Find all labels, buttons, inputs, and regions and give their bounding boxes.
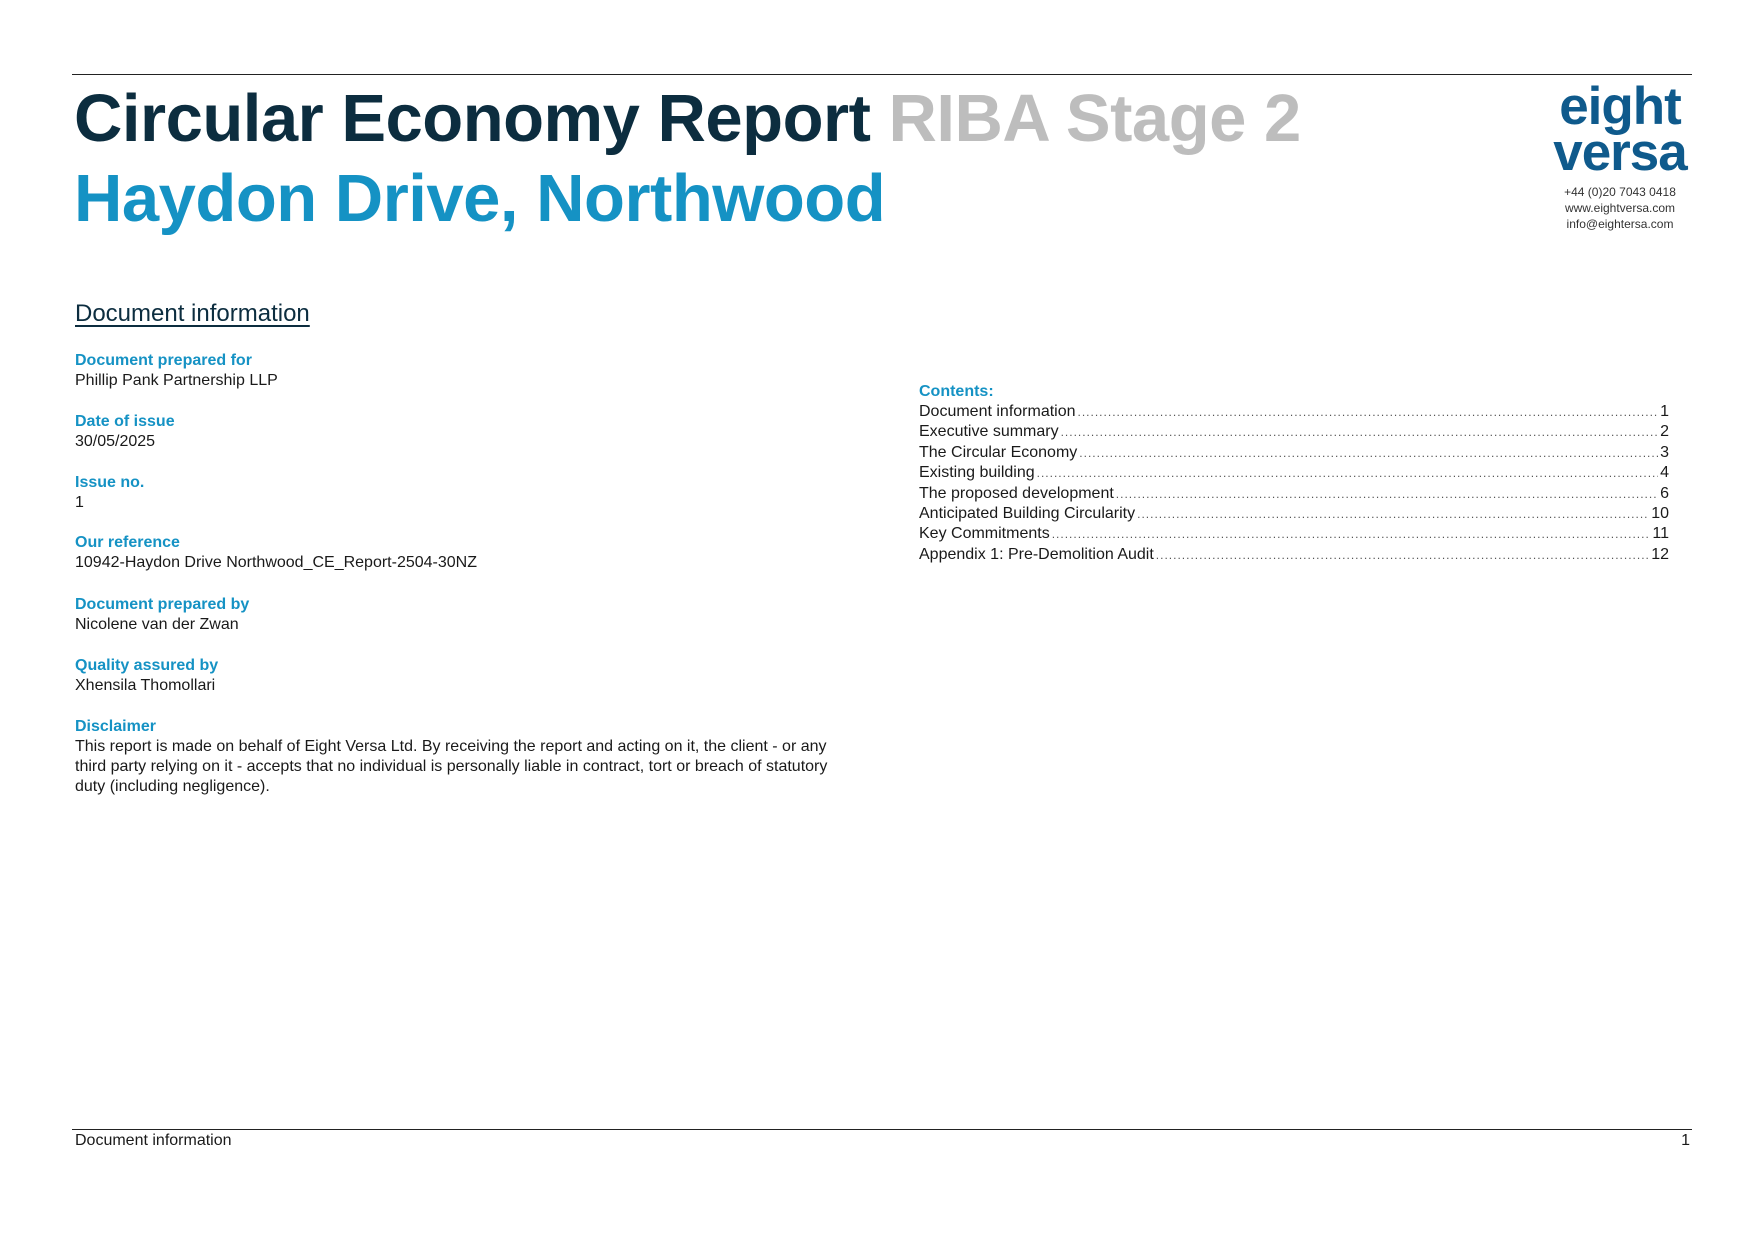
toc-item-page: 11 [1652,525,1669,543]
logo-contact [1540,184,1700,232]
info-date-of-issue [75,412,855,452]
toc-item-page: 2 [1660,423,1669,441]
toc-item[interactable] [919,524,1669,544]
info-value: 10942-Haydon Drive Northwood_CE_Report-2504-30NZ [75,554,477,571]
logo-word-top: eight [1559,77,1681,136]
toc-leader-dots [1137,504,1649,524]
toc-item-page: 1 [1660,403,1669,420]
info-disclaimer [75,717,855,797]
toc-item[interactable] [919,484,1669,504]
footer-page-number: 1 [1681,1132,1690,1149]
info-value: Phillip Pank Partnership LLP [75,372,278,389]
header-rule [72,74,1692,75]
info-label: Quality assured by [75,657,219,674]
toc-item-label: Appendix 1: Pre-Demolition Audit [919,545,1154,563]
toc-leader-dots [1116,484,1658,504]
report-subtitle: Haydon Drive, Northwood [74,161,886,236]
footer-section-name: Document information [75,1132,232,1149]
toc-item-page: 10 [1651,505,1669,523]
toc-item-label: Existing building [919,464,1035,482]
info-label: Disclaimer [75,718,156,735]
toc-item[interactable] [919,504,1669,524]
info-label: Issue no. [75,474,145,491]
toc-leader-dots [1061,422,1659,442]
toc-item-label: Key Commitments [919,525,1050,543]
info-quality-assured-by [75,656,855,696]
logo-word-bottom: versa [1553,123,1687,182]
contact-phone: +44 (0)20 7043 0418 [1564,185,1676,199]
info-label: Document prepared for [75,352,252,369]
toc-item-label: The proposed development [919,484,1114,502]
info-our-reference [75,533,855,573]
info-label: Our reference [75,534,180,551]
toc-item-page: 6 [1660,484,1669,502]
toc-item-label: The Circular Economy [919,443,1078,461]
toc-item[interactable] [919,545,1669,565]
section-heading: Document information [75,300,310,327]
report-title-stage: RIBA Stage 2 [888,81,1301,156]
toc-leader-dots [1079,443,1658,463]
footer-rule [72,1129,1692,1130]
toc-item[interactable] [919,422,1669,442]
info-prepared-for [75,351,855,391]
info-issue-no [75,473,855,513]
contents-title: Contents: [919,383,994,400]
toc-item-page: 12 [1651,545,1669,563]
toc-item[interactable] [919,463,1669,483]
toc-leader-dots [1078,402,1659,422]
contact-email: info@eightersa.com [1566,217,1674,231]
toc-item-label: Document information [919,403,1076,420]
toc-item[interactable] [919,443,1669,463]
contact-website: www.eightversa.com [1564,201,1676,215]
report-title [74,80,1301,157]
toc-item-label: Executive summary [919,423,1059,441]
disclaimer-text: This report is made on behalf of Eight Versa Ltd. By receiving the report and acting on it, the client - or any third party relying on it - accepts that no individual is personally liable in contract, tort or breach of statutory duty (including negligence). [75,738,828,795]
toc-item-label: Anticipated Building Circularity [919,505,1136,523]
toc-item-page: 4 [1660,464,1669,482]
toc-item-page: 3 [1660,443,1669,461]
info-value: 1 [75,494,84,511]
info-value: Nicolene van der Zwan [75,616,239,633]
eight-versa-logo [1540,77,1700,232]
info-value: Xhensila Thomollari [75,677,216,694]
toc-leader-dots [1156,545,1649,565]
table-of-contents [919,382,1669,565]
toc-leader-dots [1052,524,1651,544]
info-value: 30/05/2025 [75,433,156,450]
toc-leader-dots [1037,463,1658,483]
info-label: Document prepared by [75,596,250,613]
report-title-main: Circular Economy Report [74,81,871,156]
info-prepared-by [75,595,855,635]
toc-item[interactable] [919,402,1669,422]
info-label: Date of issue [75,413,175,430]
